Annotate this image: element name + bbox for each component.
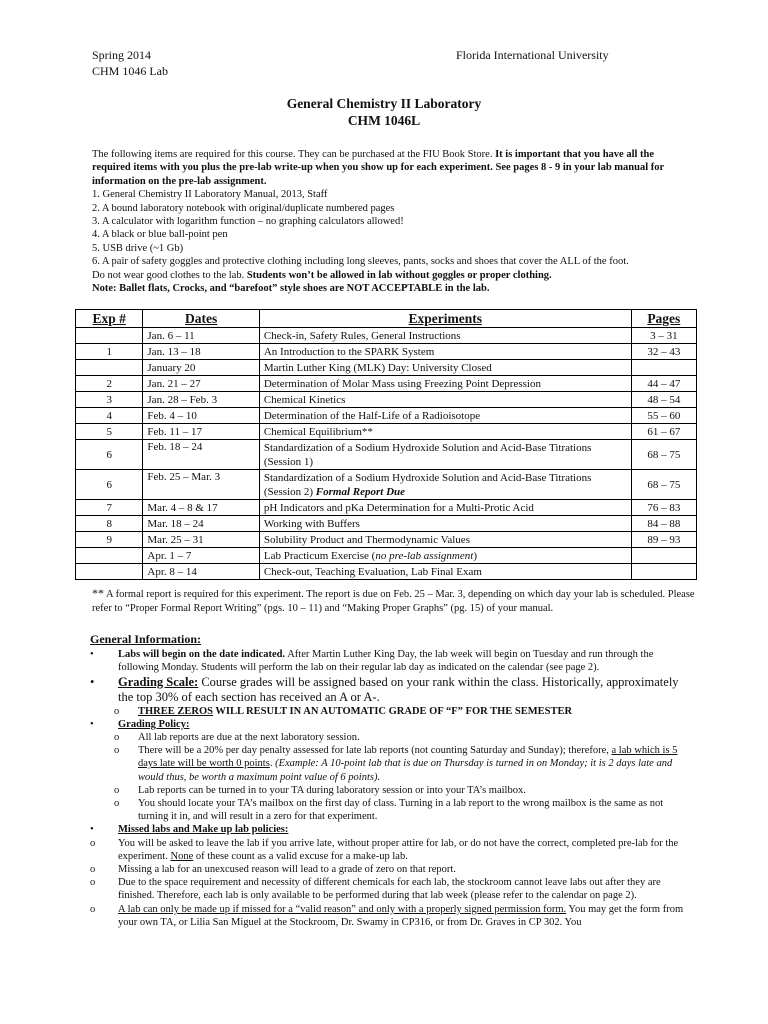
- cell-pages: 84 – 88: [631, 516, 696, 532]
- table-row: [76, 440, 697, 470]
- cell-dates: Apr. 1 – 7: [143, 548, 259, 564]
- list-item: [90, 823, 690, 836]
- cell-pages: [631, 548, 696, 564]
- table-row: [76, 516, 697, 532]
- table-row: [76, 328, 697, 344]
- intro-text: The following items are required for this course. They can be purchased at the FIU Book Store.: [92, 149, 496, 160]
- cell-pages: 32 – 43: [631, 344, 696, 360]
- cell-exp: 6: [76, 440, 143, 470]
- three-zeros-text: WILL RESULT IN AN AUTOMATIC GRADE OF “F” FOR THE SEMESTER: [212, 705, 573, 717]
- circle-bullet-icon: o: [90, 903, 96, 915]
- cell-dates: Jan. 21 – 27: [143, 376, 259, 392]
- general-information: [90, 633, 690, 929]
- required-item: 3. A calculator with logarithm function – no graphing calculators allowed!: [92, 216, 404, 228]
- cell-experiment: Standardization of a Sodium Hydroxide Solution and Acid-Base Titrations (Session 1): [259, 440, 631, 470]
- circle-bullet-icon: o: [90, 837, 96, 849]
- policy-text: Lab reports can be turned in to your TA during laboratory session or into your TA’s mailbox.: [138, 784, 526, 796]
- missed-text: You will be asked to leave the lab if you arrive late, without proper attire for lab, or do not have the correct, completed pre-lab for the experiment.: [118, 837, 679, 862]
- table-row: [76, 360, 697, 376]
- missed-underlined: None: [170, 850, 194, 862]
- table-row: [76, 532, 697, 548]
- cell-experiment: Solubility Product and Thermodynamic Values: [259, 532, 631, 548]
- cell-pages: 61 – 67: [631, 424, 696, 440]
- cell-experiment: Check-out, Teaching Evaluation, Lab Final Exam: [259, 564, 631, 580]
- general-info-heading: General Information:: [90, 632, 201, 646]
- shoe-note: Note: Ballet flats, Crocks, and “barefoot” style shoes are NOT ACCEPTABLE in the lab.: [92, 283, 490, 295]
- circle-bullet-icon: o: [114, 745, 120, 757]
- intro-paragraph: [92, 148, 678, 188]
- grading-scale-text: Course grades will be assigned based on your rank within the class. Historically, approximately the top 30% of each section has received an A or A-.: [118, 674, 679, 704]
- col-header-experiments: Experiments: [259, 310, 631, 328]
- bullet-icon: •: [90, 649, 94, 661]
- policy-text: There will be a 20% per day penalty assessed for late lab reports (not counting Saturday and Sunday); therefore,: [138, 745, 612, 757]
- clothing-text: Do not wear good clothes to the lab.: [92, 269, 247, 281]
- header-term: Spring 2014: [92, 48, 152, 62]
- policy-text: All lab reports are due at the next laboratory session.: [138, 732, 360, 744]
- experiment-text: Lab Practicum Exercise (: [263, 549, 376, 562]
- grading-scale-heading: Grading Scale:: [118, 674, 199, 689]
- document-subtitle: CHM 1046L: [347, 113, 421, 128]
- intro-section: [92, 148, 678, 295]
- intro-emphasis: It is important that you have all the required items with you plus the pre-lab write-up when you show up for each experiment. See pages 8 - 9 in your lab manual for information on the pre-lab assignment.: [92, 149, 664, 187]
- cell-dates: Feb. 11 – 17: [143, 424, 259, 440]
- list-item: [90, 837, 690, 863]
- table-row: [76, 564, 697, 580]
- col-header-exp: Exp #: [76, 310, 143, 328]
- cell-experiment: [259, 470, 631, 500]
- cell-pages: [631, 564, 696, 580]
- table-row: [76, 548, 697, 564]
- cell-pages: 48 – 54: [631, 392, 696, 408]
- footnote-text: A formal report is required for this experiment. The report is due on Feb. 25 – Mar. 3, depending on which day your lab is scheduled. Please refer to “Proper Formal Report Writing” (pgs. 10 – 11) and “Making Proper Graphs” (pg. 15) of your manual.: [92, 589, 695, 614]
- list-subitem: [90, 705, 690, 718]
- list-item: [90, 903, 690, 929]
- missed-labs-heading: Missed labs and Make up lab policies:: [118, 824, 289, 836]
- cell-experiment: Determination of Molar Mass using Freezing Point Depression: [259, 376, 631, 392]
- cell-pages: 68 – 75: [631, 440, 696, 470]
- experiment-text-end: ): [473, 549, 477, 562]
- cell-exp: 4: [76, 408, 143, 424]
- cell-dates: Feb. 25 – Mar. 3: [143, 470, 259, 500]
- experiment-note: no pre-lab assignment: [375, 549, 474, 562]
- list-item: [90, 648, 690, 674]
- circle-bullet-icon: o: [114, 732, 120, 744]
- cell-dates: January 20: [143, 360, 259, 376]
- cell-dates: Mar. 4 – 8 & 17: [143, 500, 259, 516]
- cell-exp: [76, 564, 143, 580]
- cell-experiment: Check-in, Safety Rules, General Instructions: [259, 328, 631, 344]
- cell-experiment: [259, 548, 631, 564]
- cell-dates: Mar. 18 – 24: [143, 516, 259, 532]
- cell-exp: 5: [76, 424, 143, 440]
- table-row: [76, 470, 697, 500]
- labs-start-text: After Martin Luther King Day, the lab week will begin on Tuesday and run through the following Monday. Students will perform the lab on their regular lab day as indicated on the calendar (see page 2).: [118, 649, 654, 674]
- cell-pages: 89 – 93: [631, 532, 696, 548]
- table-row: [76, 392, 697, 408]
- clothing-warning: [92, 269, 678, 282]
- header-course: CHM 1046 Lab: [92, 64, 168, 78]
- cell-dates: Apr. 8 – 14: [143, 564, 259, 580]
- col-header-dates: Dates: [143, 310, 259, 328]
- table-row: [76, 408, 697, 424]
- policy-text: .: [269, 758, 276, 770]
- cell-experiment: Chemical Equilibrium**: [259, 424, 631, 440]
- cell-pages: [631, 360, 696, 376]
- circle-bullet-icon: o: [90, 864, 96, 876]
- cell-exp: 3: [76, 392, 143, 408]
- bullet-icon: •: [90, 824, 94, 836]
- required-item: 1. General Chemistry II Laboratory Manual, 2013, Staff: [92, 189, 328, 201]
- cell-experiment: Determination of the Half-Life of a Radioisotope: [259, 408, 631, 424]
- required-item: 2. A bound laboratory notebook with original/duplicate numbered pages: [92, 202, 395, 214]
- cell-dates: Jan. 28 – Feb. 3: [143, 392, 259, 408]
- list-subitem: [90, 744, 690, 784]
- circle-bullet-icon: o: [114, 784, 120, 796]
- cell-pages: 68 – 75: [631, 470, 696, 500]
- labs-start-emphasis: Labs will begin on the date indicated.: [118, 649, 286, 661]
- list-item: [90, 718, 690, 731]
- list-subitem: [90, 797, 690, 823]
- clothing-emphasis: Students won’t be allowed in lab without goggles or proper clothing.: [246, 269, 552, 281]
- grading-policy-heading: Grading Policy:: [118, 718, 190, 730]
- circle-bullet-icon: o: [114, 798, 120, 810]
- bullet-icon: •: [90, 674, 95, 689]
- cell-exp: 9: [76, 532, 143, 548]
- experiment-text: Standardization of a Sodium Hydroxide Solution and Acid-Base Titrations (Session 2): [263, 471, 592, 498]
- document-title: General Chemistry II Laboratory: [286, 96, 482, 111]
- cell-pages: 44 – 47: [631, 376, 696, 392]
- formal-report-due: Formal Report Due: [315, 485, 406, 498]
- table-row: [76, 376, 697, 392]
- header-left: [92, 47, 168, 79]
- cell-dates: Feb. 4 – 10: [143, 408, 259, 424]
- required-item: 5. USB drive (~1 Gb): [92, 242, 184, 254]
- list-item: [90, 876, 690, 902]
- cell-exp: 2: [76, 376, 143, 392]
- cell-exp: [76, 360, 143, 376]
- cell-exp: 7: [76, 500, 143, 516]
- policy-underlined: a lab which is 5 days late will be worth 0 points: [138, 745, 678, 770]
- footnote: [92, 586, 712, 616]
- cell-experiment: An Introduction to the SPARK System: [259, 344, 631, 360]
- missed-text: You may get the form from your own TA, or Lilia San Miguel at the Stockroom, Dr. Swamy in CP316, or from Dr. Graves in CP 302. You: [118, 903, 684, 928]
- missed-text: of these count as a valid excuse for a make-up lab.: [193, 850, 408, 862]
- col-header-pages: Pages: [631, 310, 696, 328]
- cell-dates: Jan. 13 – 18: [143, 344, 259, 360]
- cell-exp: 1: [76, 344, 143, 360]
- lab-schedule-table: [75, 309, 697, 580]
- table-header-row: [76, 310, 697, 328]
- required-item: 4. A black or blue ball-point pen: [92, 229, 228, 241]
- cell-dates: Mar. 25 – 31: [143, 532, 259, 548]
- missed-text: Due to the space requirement and necessity of different chemicals for each lab, the stockroom cannot leave labs out after they are finished. Therefore, each lab is only available to be performed during that lab week (please refer to the calendar on page 2).: [118, 877, 661, 902]
- cell-exp: [76, 548, 143, 564]
- cell-dates: Jan. 6 – 11: [143, 328, 259, 344]
- required-item: 6. A pair of safety goggles and protective clothing including long sleeves, pants, socks and shoes that cover the ALL of the foot.: [92, 256, 629, 268]
- cell-pages: 76 – 83: [631, 500, 696, 516]
- footnote-marker: **: [92, 586, 104, 600]
- list-item: [90, 675, 690, 705]
- circle-bullet-icon: o: [114, 705, 120, 717]
- three-zeros-emphasis: THREE ZEROS: [138, 705, 213, 717]
- list-subitem: [90, 731, 690, 744]
- cell-experiment: Working with Buffers: [259, 516, 631, 532]
- missed-underlined: A lab can only be made up if missed for a “valid reason” and only with a properly signed permission form.: [118, 903, 567, 915]
- table-row: [76, 424, 697, 440]
- cell-exp: [76, 328, 143, 344]
- policy-example: (Example: A 10-point lab that is due on Thursday is turned in on Monday; it is 2 days late and would thus, be worth a maximum point value of 6 points).: [138, 758, 673, 783]
- header-university: Florida International University: [456, 48, 609, 62]
- policy-text: You should locate your TA’s mailbox on the first day of class. Turning in a lab report to the wrong mailbox is the same as not turning it in, and will result in a zero for that experiment.: [138, 798, 664, 823]
- bullet-icon: •: [90, 718, 94, 730]
- cell-pages: 55 – 60: [631, 408, 696, 424]
- circle-bullet-icon: o: [90, 877, 96, 889]
- cell-experiment: pH Indicators and pKa Determination for a Multi-Protic Acid: [259, 500, 631, 516]
- table-row: [76, 344, 697, 360]
- table-row: [76, 500, 697, 516]
- cell-experiment: Chemical Kinetics: [259, 392, 631, 408]
- cell-dates: Feb. 18 – 24: [143, 440, 259, 470]
- cell-exp: 8: [76, 516, 143, 532]
- cell-experiment: Martin Luther King (MLK) Day: University Closed: [259, 360, 631, 376]
- cell-pages: 3 – 31: [631, 328, 696, 344]
- cell-exp: 6: [76, 470, 143, 500]
- missed-text: Missing a lab for an unexcused reason will lead to a grade of zero on that report.: [118, 864, 456, 876]
- list-subitem: [90, 784, 690, 797]
- list-item: [90, 863, 690, 876]
